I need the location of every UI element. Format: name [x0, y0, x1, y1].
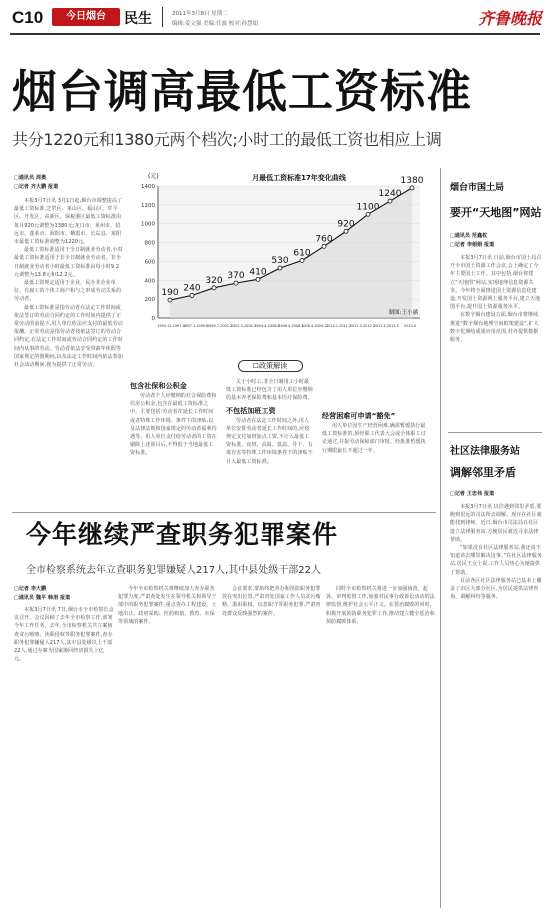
policy-heading-3: 经营困难可申请“豁免”	[322, 412, 396, 420]
chart-title: 月最低工资标准17年变化曲线	[252, 174, 346, 182]
crime-top-rule	[12, 512, 436, 513]
chart-point	[234, 281, 238, 285]
chart-x-tick-label: 1993.12-1997.12	[157, 324, 187, 328]
chart-y-tick-label: 0	[151, 316, 155, 322]
section-label: 今日烟台	[66, 11, 106, 22]
lead-byline-2: □记者 齐大鹏 报道	[14, 184, 59, 190]
right-headline: 要开“天地图”网站	[450, 206, 542, 219]
chart-x-tick-label: 1997.1-1999.6	[183, 324, 209, 328]
chart-data-label: 1240	[378, 189, 402, 200]
issue-date: 2011年3月8日 星期二	[172, 11, 228, 17]
chart-x-tick-label: 2008.4-2009.12	[301, 324, 329, 328]
right-byline-3: □记者 王忠伟 报道	[450, 491, 495, 497]
right-paragraph: 在数字烟台建设方面,烟台市将继续推进“数字烟台地理空间框架建设”,扩大数字化测绘成果应用范围,对外提供数据服务。	[450, 312, 539, 344]
crime-byline-2: □通讯员 魏平 韩涓 报道	[14, 595, 71, 601]
lead-body	[14, 197, 124, 527]
chart-point	[278, 266, 282, 270]
policy-paragraph: 关于小时工,非全日制用工小时最低工资标准已经包含了用人单位应缴纳的基本养老保险费和基本医疗保险费。	[226, 379, 313, 402]
wage-chart-svg	[130, 168, 430, 348]
chart-point	[300, 258, 304, 262]
policy-col-1	[130, 380, 218, 458]
chart-y-tick-label: 1400	[141, 184, 155, 190]
lead-byline-1: □通讯员 周奥	[14, 175, 47, 181]
crime-subhead: 全市检察系统去年立查职务犯罪嫌疑人217人,其中县处级干部22人	[26, 565, 321, 576]
chart-x-tick-label: 2010.1-2011.2	[326, 324, 352, 328]
chart-data-label: 370	[227, 271, 245, 282]
right-byline-2: □记者 李娟娟 报道	[450, 242, 495, 248]
right-body-2	[450, 503, 542, 903]
right-paragraph: “如果没有社区法律服务站,我还真不知道该去哪里解决这事。”在社区法律服务站,居民王女士说,工作人员热心为她提供了帮助。	[450, 545, 542, 576]
crime-headline: 今年继续严查职务犯罪案件	[26, 520, 339, 549]
policy-tag	[238, 360, 303, 372]
column-divider	[440, 168, 441, 908]
chart-point	[256, 277, 260, 281]
header-rule	[10, 33, 540, 35]
chart-y-tick-label: 400	[144, 278, 155, 285]
chart-data-label: 240	[183, 283, 201, 294]
chart-x-tick-label: 2013.4	[404, 324, 416, 328]
crime-paragraph: 本报3月7日讯 7日,烟台市全市检察长会议召开。会议回顾了去年全市检察工作,部署今年工作任务。去年,全市检察机关共立案侦查贪污贿赂、渎职侵权等职务犯罪案件,查办职务犯罪嫌疑人217人,其中县处级以上干部22人,通过办案为国家挽回经济损失上亿元。	[14, 607, 114, 663]
section-badge	[52, 8, 120, 26]
right-byline-1: □通讯员 范鑫枚	[450, 233, 488, 239]
policy-heading-2: 不包括加班工资	[226, 406, 276, 415]
chart-data-label: 920	[337, 219, 355, 230]
lead-paragraph: 最低工资规定适用于企业、民办非企业单位、有雇工的个体工商户和与之形成劳动关系的劳动者。	[14, 280, 122, 303]
chart-x-tick-label: 2012.3-2013.3	[373, 324, 399, 328]
right-paragraph: 本报3月7日讯 以往遇到邻里矛盾,要跑到很远的司法所去调解。现在在社区就能找到律师。近日,烟台市司法局在社区设立法律服务站,方便居民就近寻求法律帮助。	[450, 504, 542, 543]
editors-line: 编辑:姜文强 美编:任波 校对:孙慧娟	[172, 21, 259, 27]
lead-paragraph: 最低工资标准是指劳动者在法定工作时间或依法签订的劳动合同约定的工作时间内提供了正常劳动的前提下,用人单位依法应支付的最低劳动报酬。正常劳动是指劳动者按依法签订的劳动合同约定,在法定工作时间或劳动合同约定的工作时间内从事的劳动。劳动者依法享受带薪年休假等国家规定的假期间,以及法定工作时间内依法参加社会活动期间,视为提供了正常劳动。	[14, 304, 123, 369]
crime-col-1	[14, 606, 114, 663]
chart-data-label: 530	[271, 256, 289, 267]
chart-x-tick-label: 2011.3-2012.2	[349, 324, 375, 328]
chart-x-tick-label: 2004.4-2006.8	[254, 324, 280, 328]
chart-data-label: 320	[205, 275, 223, 286]
crime-paragraph: 会议要求,要始终把查办和预防职务犯罪放在突出位置,严肃查处国家工作人员贪污贿赂、滥用职权、玩忽职守等职务犯罪,严肃查处群众反映强烈的案件。	[222, 586, 321, 617]
chart-data-label: 1100	[356, 202, 380, 213]
chart-y-tick-label: 600	[144, 259, 155, 266]
right-headline-2: 调解邻里矛盾	[450, 466, 516, 479]
right-paragraph: 目前各区社区法律服务站已基本上覆盖了市区大部分社区,为居民提供法律咨询、调解纠纷等服务。	[450, 577, 542, 601]
lead-paragraph: 本报3月7日讯 3月1日起,烟台市调整提高了最低工资标准,芝罘区、莱山区、福山区、牟平区、开发区、高新区、保税港区最低工资标准由每月920元调整为1380元;龙口市、莱州市、招远市、蓬莱市、海阳市、栖霞市、长岛县、莱阳市最低工资标准调整为1220元。	[14, 198, 123, 246]
right-tag-2: 社区法律服务站	[450, 446, 520, 457]
policy-paragraph: 劳动者个人应缴纳的社会保险费和住房公积金,包含在最低工资标准之中。主要包括:劳动者在延长工作时间或者特殊工作环境、条件下的津贴,以及法律法规和国家规定的劳动者福利待遇等。用人单位支付给劳动者的工资在剔除上述项目后,不得低于当地最低工资标准。	[130, 393, 217, 457]
wage-chart	[130, 168, 430, 348]
page-number: C10	[12, 8, 44, 27]
chart-data-label: 190	[161, 288, 179, 299]
chart-y-tick-label: 1000	[141, 221, 155, 228]
chart-x-tick-label: 1999.7-2002.2	[207, 324, 233, 328]
chart-y-tick-label: 800	[144, 240, 155, 247]
right-body	[450, 254, 542, 440]
chart-data-label: 760	[315, 234, 333, 245]
brand-logo: 齐鲁晚报	[478, 9, 543, 28]
right-separator	[448, 432, 542, 433]
chart-point	[410, 186, 414, 190]
policy-tag-label: 政策解读	[258, 362, 288, 370]
policy-col-2	[226, 360, 314, 466]
chart-point	[388, 199, 392, 203]
crime-col-2	[118, 585, 218, 665]
chart-y-tick-label: 200	[144, 297, 155, 304]
crime-col-4	[326, 585, 436, 665]
policy-paragraph: 劳动者在法定工作时间之外,用人单位安排劳动者延长工作时间的,应按规定支付加班加点工资,不计入最低工资标准。夜班、高温、低温、井下、有毒有害等特殊工作环境条件下的津贴不计入最低工资标准。	[226, 417, 313, 465]
policy-heading-1: 包含社保和公积金	[130, 382, 187, 390]
chart-data-label: 610	[293, 248, 311, 259]
chart-point	[366, 212, 370, 216]
lead-paragraph: 最低工资标准适用于全日制就业劳动者,小时最低工资标准适用于非全日制就业劳动者。非全日制就业劳动者小时最低工资标准由每小时9.2元调整为13.8元和12.2元。	[14, 247, 123, 278]
policy-tag-icon: ☐	[252, 362, 259, 370]
chart-data-label: 410	[249, 267, 267, 278]
policy-col-3	[322, 380, 426, 455]
chart-x-tick-label: 2006.9-2008.3	[278, 324, 304, 328]
chart-point	[322, 244, 326, 248]
chart-data-label: 1380	[400, 175, 424, 186]
right-paragraph: 本报3月7日讯 日前,烟台市国土局召开全市国土资源工作会议,会上确定了今年主要国土工作。其中包括,烟台将建立“天地图”网站,实现地理信息资源共享。今年将全面推进国土资源信息化建设,开发国土资源网上服务平台,建立天地图平台,提升国土资源服务水平。	[450, 255, 542, 311]
chart-point	[344, 229, 348, 233]
chart-y-axis-label: (元)	[148, 173, 159, 180]
lead-headline: 烟台调高最低工资标准	[12, 65, 473, 118]
column-label: 民生	[124, 11, 152, 27]
policy-paragraph: 用人单位因生产经营困难,确需暂缓执行最低工资标准的,须经职工代表大会或全体职工讨论通过,并报劳动保障部门审批。经批准暂缓执行期限最长不超过一年。	[322, 423, 426, 454]
crime-paragraph: 今年全市检察机关将继续加大查办职务犯罪力度,严肃查处发生在领导机关和领导干部中的职务犯罪案件,重点查办工程建设、土地出让、政府采购、医药购销、教育、社保等领域的案件。	[118, 586, 217, 625]
chart-credit: 制图:王小涵	[388, 310, 418, 316]
page-header	[0, 0, 550, 36]
chart-x-tick-label: 2002.3-2004.3	[230, 324, 256, 328]
right-tag: 烟台市国土局	[450, 183, 505, 193]
crime-paragraph: 同时全市检察机关将进一步加强侦查、起诉、审判监督工作,加强对民事行政诉讼活动的法律监督,维护社会公平正义。在惩治腐败的同时,积极开展预防职务犯罪工作,推动建立健全惩治和预防腐败体系。	[326, 586, 435, 625]
chart-point	[168, 298, 172, 302]
lead-subhead: 共分1220元和1380元两个档次;小时工的最低工资也相应上调	[12, 130, 442, 149]
chart-point	[212, 286, 216, 290]
header-divider	[162, 7, 163, 27]
chart-point	[190, 293, 194, 297]
chart-y-tick-label: 1200	[141, 202, 155, 209]
crime-col-3	[222, 585, 322, 665]
crime-byline-1: □记者 李大鹏	[14, 586, 47, 592]
